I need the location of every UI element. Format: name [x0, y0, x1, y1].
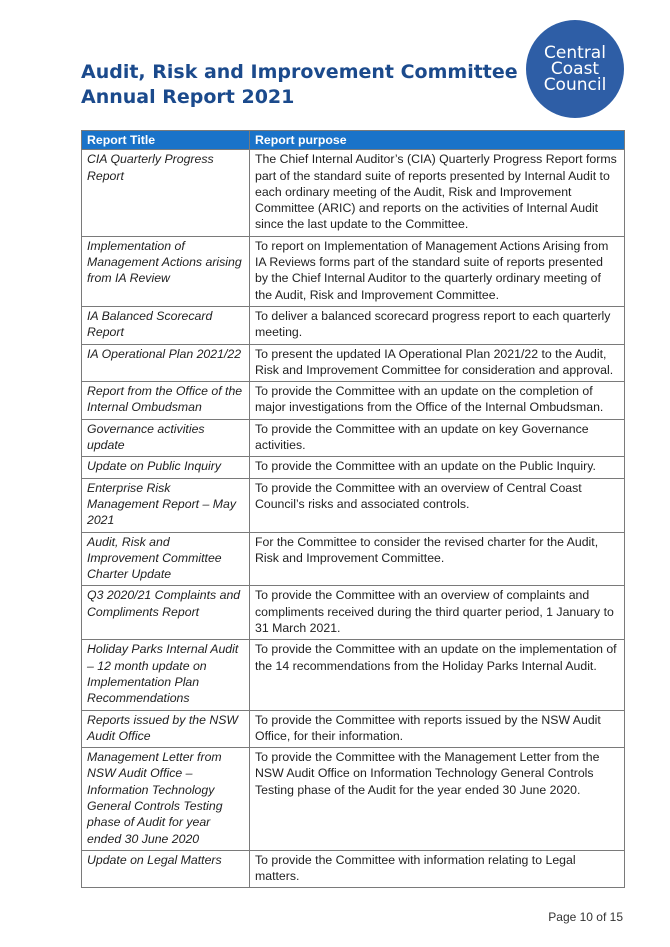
table-row	[82, 850, 625, 888]
report-title-cell: Governance activities update	[82, 419, 250, 457]
title-line-2: Annual Report 2021	[81, 86, 295, 108]
table-row	[82, 306, 625, 344]
table-row	[82, 236, 625, 306]
table-row	[82, 640, 625, 710]
report-title-cell: IA Balanced Scorecard Report	[82, 306, 250, 344]
report-title-cell: Management Letter from NSW Audit Office – Information Technology General Controls Testing phase of Audit for year ended 30 June 2020	[82, 748, 250, 851]
report-purpose-cell: To provide the Committee with an update on key Governance activities.	[250, 419, 625, 457]
table-row	[82, 478, 625, 532]
table-header-row	[82, 131, 625, 150]
header-report-purpose: Report purpose	[250, 131, 625, 150]
report-purpose-cell: To provide the Committee with reports issued by the NSW Audit Office, for their information.	[250, 710, 625, 748]
logo-line-1: Central	[544, 43, 606, 63]
report-purpose-cell: To provide the Committee with an overview of Central Coast Council’s risks and associated controls.	[250, 478, 625, 532]
table-row	[82, 419, 625, 457]
page-number: Page 10 of 15	[548, 910, 623, 924]
report-title-cell: Reports issued by the NSW Audit Office	[82, 710, 250, 748]
logo-line-2: Coast	[550, 59, 600, 79]
logo-line-3: Council	[543, 75, 607, 95]
report-purpose-cell: To deliver a balanced scorecard progress report to each quarterly meeting.	[250, 306, 625, 344]
council-logo	[526, 20, 624, 118]
header-report-title: Report Title	[82, 131, 250, 150]
report-title-cell: CIA Quarterly Progress Report	[82, 150, 250, 236]
table-row	[82, 586, 625, 640]
table-row	[82, 150, 625, 236]
report-purpose-cell: To provide the Committee with the Management Letter from the NSW Audit Office on Information Technology General Controls Testing phase of the Audit for the year ended 30 June 2020.	[250, 748, 625, 851]
table-row	[82, 457, 625, 478]
report-purpose-cell: To provide the Committee with an overview of complaints and compliments received during the third quarter period, 1 January to 31 March 2021.	[250, 586, 625, 640]
table-row	[82, 748, 625, 851]
report-title-cell: Update on Public Inquiry	[82, 457, 250, 478]
report-title-cell: Audit, Risk and Improvement Committee Charter Update	[82, 532, 250, 586]
table-row	[82, 344, 625, 382]
report-title-cell: Update on Legal Matters	[82, 850, 250, 888]
report-title-cell: IA Operational Plan 2021/22	[82, 344, 250, 382]
title-line-1: Audit, Risk and Improvement Committee	[81, 61, 518, 83]
report-purpose-cell: To report on Implementation of Management Actions Arising from IA Reviews forms part of the standard suite of reports presented by the Chief Internal Auditor to the quarterly ordinary meeting of the Audit, Risk and Improvement Committee.	[250, 236, 625, 306]
table-row	[82, 532, 625, 586]
report-purpose-cell: To provide the Committee with an update on the implementation of the 14 recommendations from the Holiday Parks Internal Audit.	[250, 640, 625, 710]
report-purpose-cell: For the Committee to consider the revised charter for the Audit, Risk and Improvement Committee.	[250, 532, 625, 586]
table-row	[82, 710, 625, 748]
page-title	[81, 60, 518, 110]
report-title-cell: Holiday Parks Internal Audit – 12 month update on Implementation Plan Recommendations	[82, 640, 250, 710]
report-title-cell: Q3 2020/21 Complaints and Compliments Report	[82, 586, 250, 640]
report-purpose-cell: To provide the Committee with an update on the Public Inquiry.	[250, 457, 625, 478]
report-title-cell: Report from the Office of the Internal Ombudsman	[82, 382, 250, 420]
report-title-cell: Implementation of Management Actions arising from IA Review	[82, 236, 250, 306]
table-row	[82, 382, 625, 420]
report-purpose-cell: To provide the Committee with an update on the completion of major investigations from the Office of the Internal Ombudsman.	[250, 382, 625, 420]
report-title-cell: Enterprise Risk Management Report – May 2021	[82, 478, 250, 532]
reports-table	[81, 130, 625, 888]
report-purpose-cell: To present the updated IA Operational Plan 2021/22 to the Audit, Risk and Improvement Committee for consideration and approval.	[250, 344, 625, 382]
report-purpose-cell: The Chief Internal Auditor’s (CIA) Quarterly Progress Report forms part of the standard suite of reports presented by Internal Audit to each ordinary meeting of the Audit, Risk and Improvement Committee (ARIC) and reports on the activities of Internal Audit since the last update to the Committee.	[250, 150, 625, 236]
report-purpose-cell: To provide the Committee with information relating to Legal matters.	[250, 850, 625, 888]
